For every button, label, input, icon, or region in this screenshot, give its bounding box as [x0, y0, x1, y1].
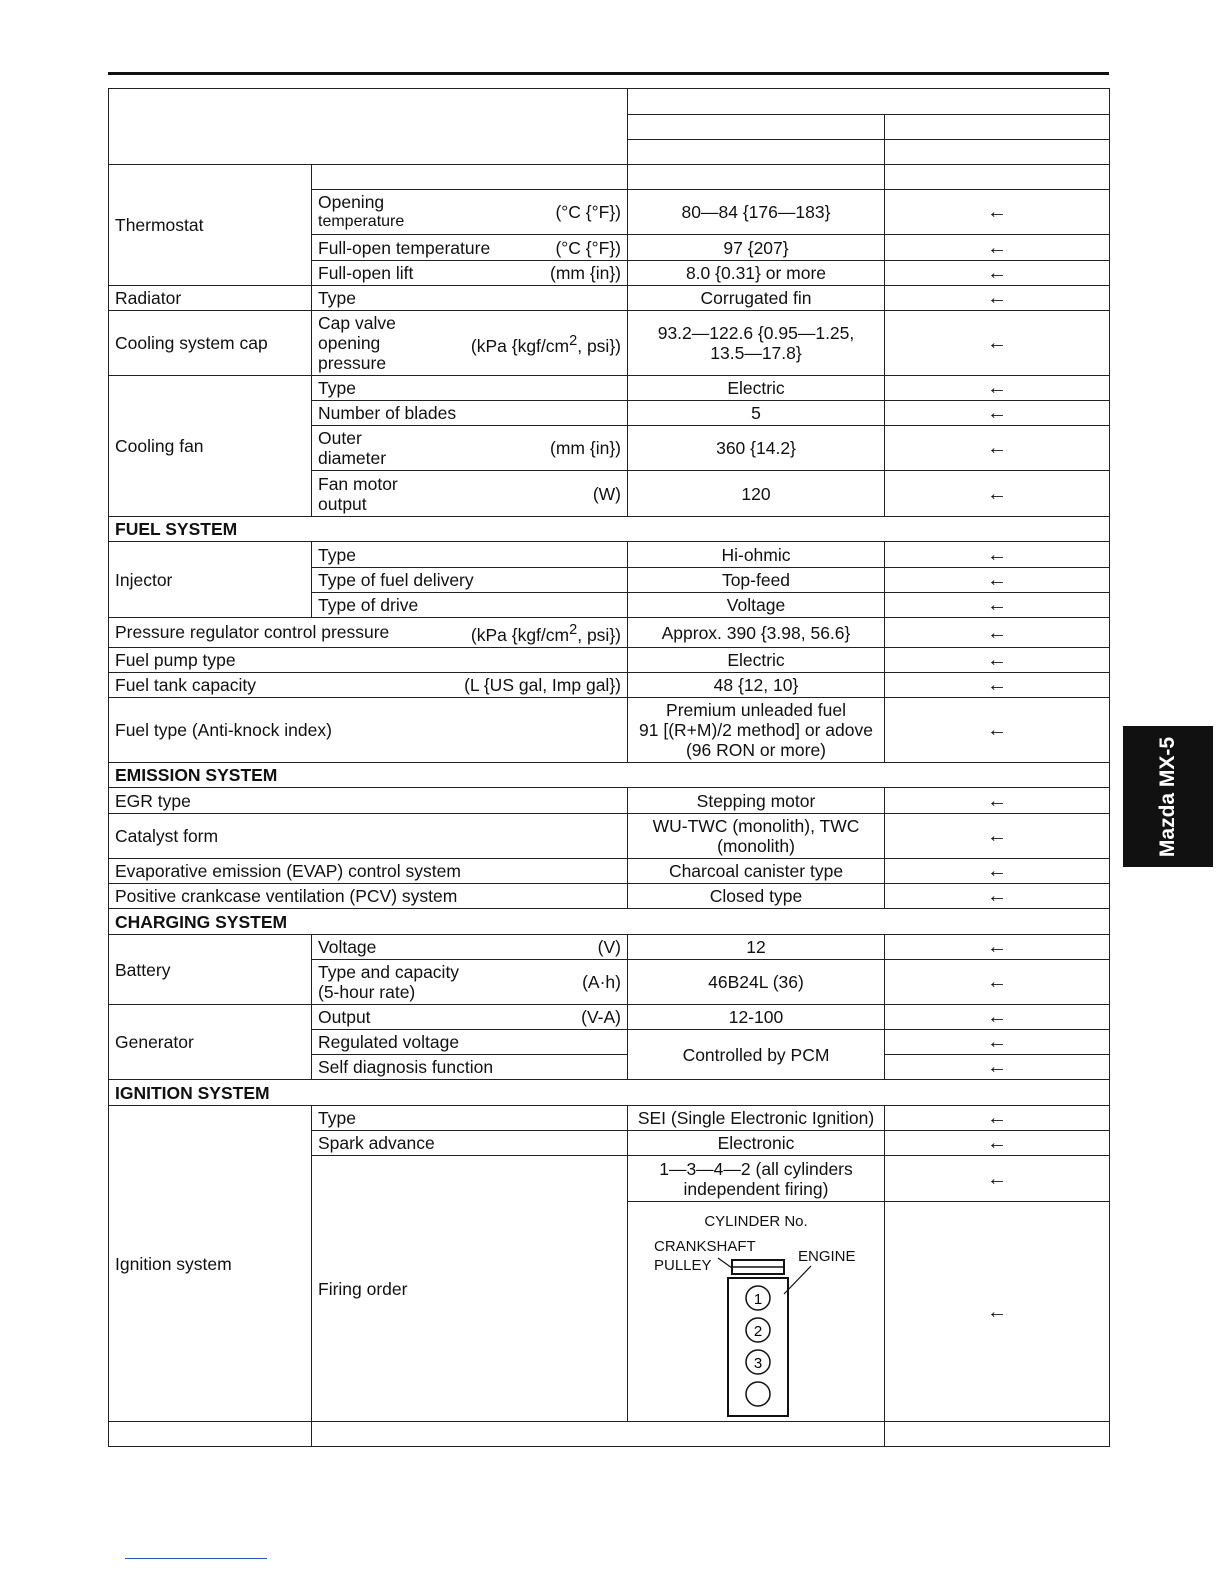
same-as-arrow: ← [885, 618, 1110, 648]
same-as-arrow: ← [885, 542, 1110, 568]
unit-label: (V) [597, 937, 621, 957]
fuel-tank-capacity-item: Fuel tank capacity (L {US gal, Imp gal}) [109, 673, 628, 698]
catalyst-form-item: Catalyst form [109, 814, 628, 859]
cylinder-diagram-cell [628, 1202, 885, 1422]
same-as-arrow: ← [885, 1055, 1110, 1080]
injector-label: Injector [109, 542, 312, 618]
same-as-arrow: ← [885, 884, 1110, 909]
fan-motor-output-item: Fan motor output (W) [312, 471, 628, 517]
fuel-pump-type-value: Electric [628, 648, 885, 673]
egr-type-item: EGR type [109, 788, 628, 814]
battery-capacity-value: 46B24L (36) [628, 960, 885, 1005]
engine-label: ENGINE [798, 1247, 856, 1265]
voltage-item: Voltage (V) [312, 935, 628, 960]
cooling-fan-label: Cooling fan [109, 376, 312, 517]
same-as-arrow: ← [885, 235, 1110, 261]
thermostat-label: Thermostat [109, 165, 312, 286]
opening-temperature-item: Opening temperature (°C {°F}) [312, 190, 628, 235]
cylinder-number-title: CYLINDER No. [704, 1212, 808, 1230]
unit-label: (V-A) [581, 1007, 621, 1027]
full-open-lift-value: 8.0 {0.31} or more [628, 261, 885, 286]
same-as-arrow: ← [885, 593, 1110, 618]
pressure-regulator-item: Pressure regulator control pressure (kPa {$kgf/cm^2$, psi}) [109, 618, 628, 648]
same-as-arrow: ← [885, 568, 1110, 593]
evap-item: Evaporative emission (EVAP) control system [109, 859, 628, 884]
outer-diameter-item: Outer diameter (mm {in}) [312, 426, 628, 471]
same-as-arrow: ← [885, 1202, 1110, 1422]
fuel-type-item: Fuel type (Anti-knock index) [109, 698, 628, 763]
same-as-arrow: ← [885, 698, 1110, 763]
ignition-type-value: SEI (Single Electronic Ignition) [628, 1106, 885, 1131]
same-as-arrow: ← [885, 311, 1110, 376]
header-blank-cell [628, 115, 885, 140]
number-of-blades-item: Number of blades [312, 401, 628, 426]
side-tab-label: Mazda MX-5 [1156, 736, 1179, 857]
evap-value: Charcoal canister type [628, 859, 885, 884]
header-blank-cell [885, 140, 1110, 165]
regulated-voltage-item: Regulated voltage [312, 1030, 628, 1055]
blank-cell [628, 165, 885, 190]
same-as-arrow: ← [885, 471, 1110, 517]
unit-label: (°C {°F}) [555, 202, 621, 222]
cap-valve-opening-pressure-item: Cap valve opening pressure (kPa {$kgf/cm^2$, psi}) [312, 311, 628, 376]
voltage-value: 12 [628, 935, 885, 960]
same-as-arrow: ← [885, 673, 1110, 698]
spark-advance-item: Spark advance [312, 1131, 628, 1156]
full-open-temperature-value: 97 {207} [628, 235, 885, 261]
generator-label: Generator [109, 1005, 312, 1080]
fuel-delivery-value: Top-feed [628, 568, 885, 593]
radiator-label: Radiator [109, 286, 312, 311]
blank-cell [312, 165, 628, 190]
same-as-arrow: ← [885, 1005, 1110, 1030]
spark-advance-value: Electronic [628, 1131, 885, 1156]
fuel-delivery-item: Type of fuel delivery [312, 568, 628, 593]
type-of-drive-item: Type of drive [312, 593, 628, 618]
header-blank-cell [628, 140, 885, 165]
same-as-arrow: ← [885, 859, 1110, 884]
same-as-arrow: ← [885, 814, 1110, 859]
blank-cell [885, 1422, 1110, 1447]
catalyst-form-value: WU-TWC (monolith), TWC (monolith) [628, 814, 885, 859]
side-tab-mazda-mx5[interactable] [1123, 726, 1213, 867]
header-blank-cell [109, 89, 628, 165]
cap-pressure-value: 93.2—122.6 {0.95—1.25, 13.5—17.8} [628, 311, 885, 376]
unit-label: (kPa {$kgf/cm^2$, psi}) [470, 622, 621, 645]
same-as-arrow: ← [885, 1106, 1110, 1131]
generator-output-item: Output (V-A) [312, 1005, 628, 1030]
same-as-arrow: ← [885, 935, 1110, 960]
controlled-by-pcm-value: Controlled by PCM [628, 1030, 885, 1080]
battery-capacity-item: Type and capacity (5-hour rate) (A·h) [312, 960, 628, 1005]
self-diagnosis-item: Self diagnosis function [312, 1055, 628, 1080]
same-as-arrow: ← [885, 426, 1110, 471]
fan-type-item: Type [312, 376, 628, 401]
outer-diameter-value: 360 {14.2} [628, 426, 885, 471]
blank-cell [885, 165, 1110, 190]
same-as-arrow: ← [885, 261, 1110, 286]
same-as-arrow: ← [885, 1030, 1110, 1055]
cylinder-number-2: 2 [753, 1322, 763, 1340]
blank-cell [109, 1422, 312, 1447]
unit-label: (L {US gal, Imp gal}) [464, 675, 621, 695]
header-blank-cell [628, 89, 1110, 115]
pressure-regulator-value: Approx. 390 {3.98, 56.6} [628, 618, 885, 648]
ignition-system-label: Ignition system [109, 1106, 312, 1422]
cylinder-circle-4 [746, 1382, 770, 1406]
unit-label: (W) [592, 483, 621, 504]
pcv-value: Closed type [628, 884, 885, 909]
unit-label: (kPa {$kgf/cm^2$, psi}) [470, 332, 621, 356]
fuel-type-value: Premium unleaded fuel 91 [(R+M)/2 method] or adove (96 RON or more) [628, 698, 885, 763]
same-as-arrow: ← [885, 788, 1110, 814]
type-of-drive-value: Voltage [628, 593, 885, 618]
radiator-type-item: Type [312, 286, 628, 311]
cylinder-diagram [628, 1206, 884, 1418]
cylinder-number-3: 3 [753, 1354, 763, 1372]
unit-label: (A·h) [582, 972, 621, 992]
battery-label: Battery [109, 935, 312, 1005]
section-heading-emission-system: EMISSION SYSTEM [109, 763, 1110, 788]
header-rule [108, 72, 1109, 75]
unit-label: (°C {°F}) [555, 237, 621, 258]
full-open-lift-item: Full-open lift (mm {in}) [312, 261, 628, 286]
unit-label: (mm {in}) [550, 263, 621, 283]
same-as-arrow: ← [885, 1156, 1110, 1202]
number-of-blades-value: 5 [628, 401, 885, 426]
fuel-tank-capacity-value: 48 {12, 10} [628, 673, 885, 698]
specification-table [108, 88, 1110, 1447]
blank-cell [312, 1422, 885, 1447]
same-as-arrow: ← [885, 960, 1110, 1005]
full-open-temperature-item: Full-open temperature (°C {°F}) [312, 235, 628, 261]
section-heading-ignition-system: IGNITION SYSTEM [109, 1080, 1110, 1106]
same-as-arrow: ← [885, 190, 1110, 235]
ignition-type-item: Type [312, 1106, 628, 1131]
firing-order-item: Firing order [312, 1156, 628, 1422]
fan-type-value: Electric [628, 376, 885, 401]
injector-type-item: Type [312, 542, 628, 568]
cooling-system-cap-label: Cooling system cap [109, 311, 312, 376]
radiator-type-value: Corrugated fin [628, 286, 885, 311]
footer-link-underline[interactable] [125, 1558, 267, 1559]
injector-type-value: Hi-ohmic [628, 542, 885, 568]
section-heading-charging-system: CHARGING SYSTEM [109, 909, 1110, 935]
crankshaft-pulley-label: CRANKSHAFT PULLEY [654, 1237, 756, 1274]
egr-type-value: Stepping motor [628, 788, 885, 814]
same-as-arrow: ← [885, 401, 1110, 426]
unit-label: (mm {in}) [550, 438, 621, 458]
section-heading-fuel-system: FUEL SYSTEM [109, 517, 1110, 542]
pcv-item: Positive crankcase ventilation (PCV) system [109, 884, 628, 909]
generator-output-value: 12-100 [628, 1005, 885, 1030]
opening-temperature-value: 80—84 {176—183} [628, 190, 885, 235]
firing-order-value: 1—3—4—2 (all cylinders independent firing) [628, 1156, 885, 1202]
same-as-arrow: ← [885, 1131, 1110, 1156]
same-as-arrow: ← [885, 648, 1110, 673]
header-blank-cell [885, 115, 1110, 140]
cylinder-number-1: 1 [753, 1290, 763, 1308]
same-as-arrow: ← [885, 286, 1110, 311]
same-as-arrow: ← [885, 376, 1110, 401]
fan-motor-output-value: 120 [628, 471, 885, 517]
fuel-pump-type-item: Fuel pump type [109, 648, 628, 673]
